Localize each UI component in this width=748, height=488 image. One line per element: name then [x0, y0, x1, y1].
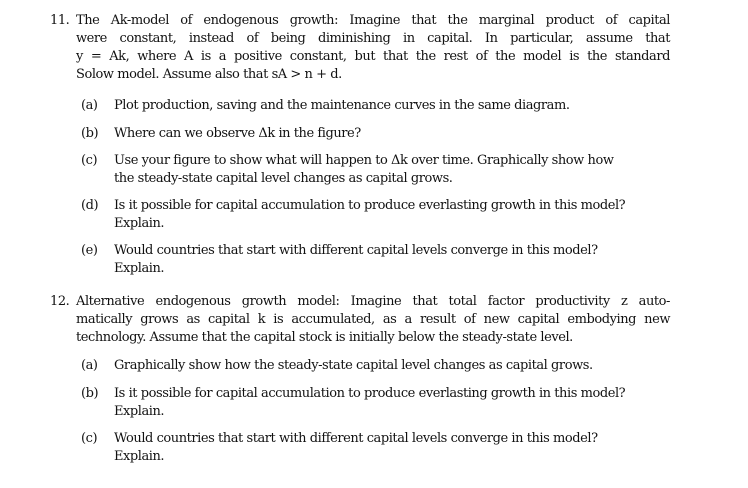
problem-number: 12.: [50, 294, 70, 309]
subquestion-label: (b): [81, 386, 99, 401]
subquestion-line: the steady-state capital level changes as capital grows.: [114, 171, 453, 186]
subquestion-line: Explain.: [114, 404, 165, 419]
statement-line: The Ak-model of endogenous growth: Imagine that the marginal product of capital: [76, 13, 670, 28]
subquestion-label: (c): [81, 153, 98, 168]
problem-statement: [76, 12, 670, 84]
subquestion-text: [114, 357, 676, 375]
subquestion-text: [114, 385, 676, 421]
subquestion-line: Would countries that start with different capital levels converge in this model?: [114, 243, 598, 258]
statement-line: were constant, instead of being diminishing in capital. In particular, assume that: [76, 31, 670, 46]
subquestion-text: [114, 152, 676, 188]
subquestion-text: [114, 197, 676, 233]
subquestion-line: Would countries that start with different capital levels converge in this model?: [114, 431, 598, 446]
subquestion-line: Explain.: [114, 261, 165, 276]
statement-line: Solow model. Assume also that sA > n + d.: [76, 67, 342, 82]
subquestion-label: (a): [81, 98, 98, 113]
statement-line: y = Ak, where A is a positive constant, but that the rest of the model is the standard: [76, 49, 670, 64]
statement-line: technology. Assume that the capital stock is initially below the steady-state level.: [76, 330, 573, 345]
problem-statement: [76, 293, 670, 347]
subquestion-text: [114, 242, 676, 278]
problem-number: 11.: [50, 13, 70, 28]
subquestion-line: Is it possible for capital accumulation to produce everlasting growth in this model?: [114, 386, 626, 401]
subquestion-label: (b): [81, 126, 99, 141]
subquestion-line: Plot production, saving and the maintenance curves in the same diagram.: [114, 98, 570, 113]
subquestion-label: (d): [81, 198, 99, 213]
subquestion-line: Use your figure to show what will happen to Δk over time. Graphically show how: [114, 153, 614, 168]
subquestion-line: Is it possible for capital accumulation to produce everlasting growth in this model?: [114, 198, 626, 213]
subquestion-label: (a): [81, 358, 98, 373]
subquestion-text: [114, 125, 676, 143]
subquestion-label: (c): [81, 431, 98, 446]
statement-line: matically grows as capital k is accumulated, as a result of new capital embodying new: [76, 312, 670, 327]
subquestion-text: [114, 430, 676, 466]
subquestion-line: Graphically show how the steady-state capital level changes as capital grows.: [114, 358, 593, 373]
subquestion-line: Where can we observe Δk in the figure?: [114, 126, 361, 141]
subquestion-text: [114, 97, 676, 115]
subquestion-label: (e): [81, 243, 98, 258]
subquestion-line: Explain.: [114, 216, 165, 231]
subquestion-line: Explain.: [114, 449, 165, 464]
statement-line: Alternative endogenous growth model: Imagine that total factor productivity z auto-: [76, 294, 670, 309]
